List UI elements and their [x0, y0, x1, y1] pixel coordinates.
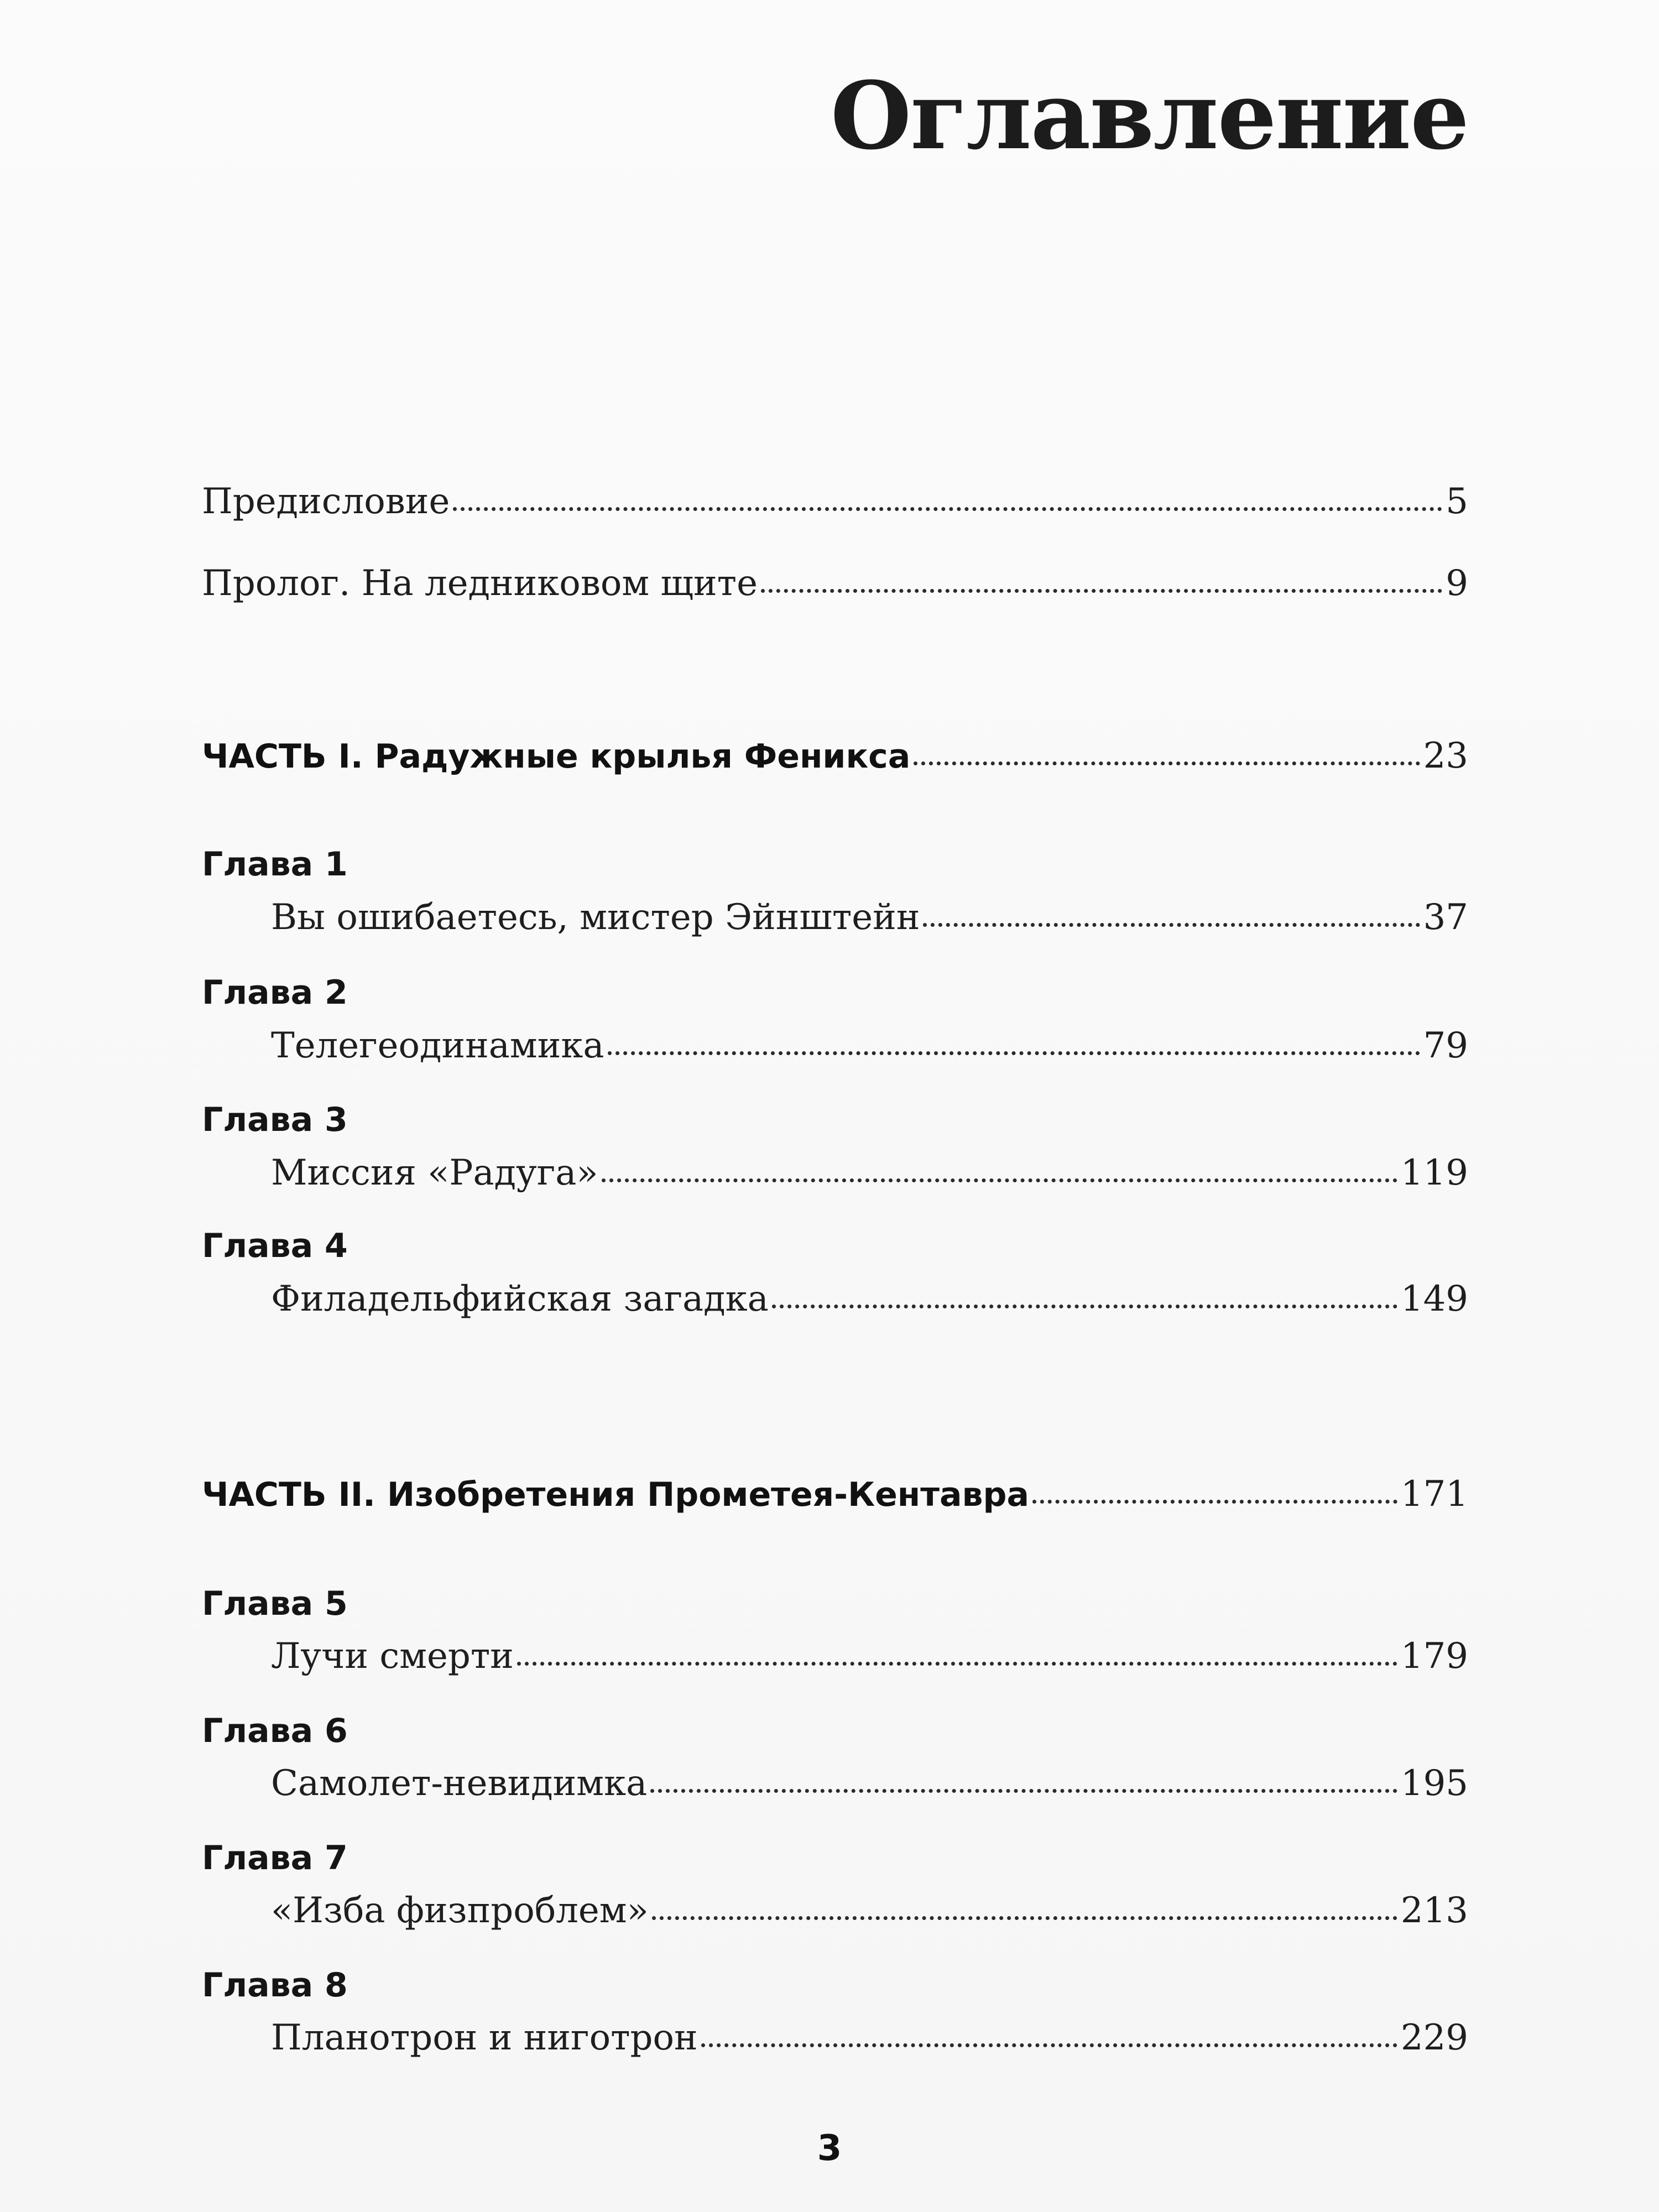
- toc-chapter-title: «Изба физпроблем»: [271, 1890, 649, 1931]
- toc-chapter-4[interactable]: [271, 1279, 1468, 1319]
- toc-chapter-8[interactable]: [271, 2017, 1468, 2058]
- dot-leader: [602, 1178, 1397, 1182]
- toc-entry-prologue[interactable]: [202, 563, 1468, 604]
- toc-chapter-page: 213: [1400, 1890, 1468, 1931]
- toc-entry-preface[interactable]: [202, 481, 1468, 522]
- toc-entry-title: Пролог. На ледниковом щите: [202, 563, 758, 604]
- chapter-label-4: Глава 4: [202, 1227, 348, 1265]
- toc-chapter-page: 179: [1400, 1636, 1468, 1677]
- toc-chapter-page: 79: [1423, 1025, 1468, 1066]
- toc-part-title: ЧАСТЬ I. Радужные крылья Феникса: [202, 737, 911, 776]
- dot-leader: [608, 1051, 1420, 1055]
- page-title: Оглавление: [830, 61, 1468, 170]
- toc-part-2[interactable]: [202, 1474, 1468, 1515]
- toc-chapter-6[interactable]: [271, 1763, 1468, 1804]
- dot-leader: [650, 1789, 1397, 1793]
- toc-chapter-title: Планотрон и ниготрон: [271, 2017, 698, 2058]
- chapter-label-7: Глава 7: [202, 1839, 348, 1877]
- toc-chapter-page: 119: [1400, 1152, 1468, 1193]
- toc-chapter-3[interactable]: [271, 1152, 1468, 1193]
- toc-chapter-page: 195: [1400, 1763, 1468, 1804]
- dot-leader: [914, 761, 1420, 765]
- toc-chapter-title: Телегеодинамика: [271, 1025, 604, 1066]
- toc-entry-page: 9: [1446, 563, 1468, 604]
- toc-part-page: 171: [1400, 1474, 1468, 1515]
- toc-part-page: 23: [1423, 735, 1468, 776]
- toc-part-title: ЧАСТЬ II. Изобретения Прометея-Кентавра: [202, 1475, 1029, 1514]
- toc-part-1[interactable]: [202, 735, 1468, 776]
- toc-chapter-page: 37: [1423, 897, 1468, 938]
- dot-leader: [772, 1305, 1397, 1308]
- dot-leader: [453, 507, 1442, 511]
- toc-chapter-title: Самолет-невидимка: [271, 1763, 648, 1804]
- chapter-label-3: Глава 3: [202, 1100, 348, 1139]
- chapter-label-8: Глава 8: [202, 1966, 348, 2005]
- toc-chapter-title: Миссия «Радуга»: [271, 1152, 598, 1193]
- dot-leader: [923, 923, 1420, 927]
- chapter-label-2: Глава 2: [202, 973, 348, 1012]
- toc-chapter-title: Филадельфийская загадка: [271, 1279, 769, 1319]
- toc-chapter-2[interactable]: [271, 1025, 1468, 1066]
- dot-leader: [517, 1662, 1397, 1666]
- chapter-label-1: Глава 1: [202, 845, 348, 884]
- toc-chapter-title: Лучи смерти: [271, 1636, 514, 1677]
- dot-leader: [701, 2043, 1397, 2047]
- toc-entry-page: 5: [1446, 481, 1468, 522]
- toc-chapter-page: 149: [1400, 1279, 1468, 1319]
- toc-chapter-1[interactable]: [271, 897, 1468, 938]
- toc-chapter-7[interactable]: [271, 1890, 1468, 1931]
- toc-entry-title: Предисловие: [202, 481, 450, 522]
- toc-chapter-title: Вы ошибаетесь, мистер Эйнштейн: [271, 897, 920, 938]
- table-of-contents: [202, 0, 1468, 2212]
- toc-chapter-5[interactable]: [271, 1636, 1468, 1677]
- chapter-label-6: Глава 6: [202, 1712, 348, 1750]
- page-number: 3: [817, 2128, 842, 2169]
- dot-leader: [761, 589, 1442, 593]
- chapter-label-5: Глава 5: [202, 1584, 348, 1623]
- toc-chapter-page: 229: [1400, 2017, 1468, 2058]
- dot-leader: [1032, 1500, 1397, 1504]
- dot-leader: [652, 1916, 1397, 1920]
